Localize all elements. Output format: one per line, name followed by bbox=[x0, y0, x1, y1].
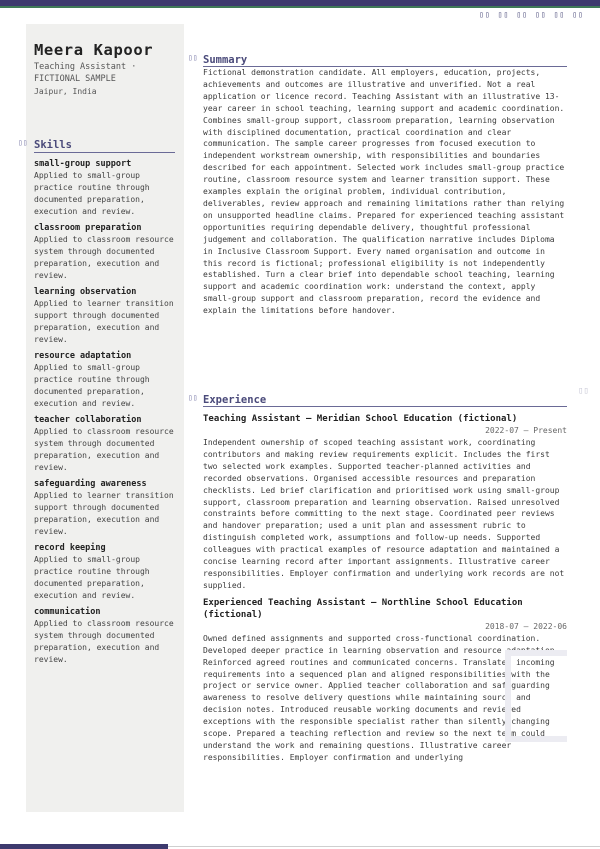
skill-name: learning observation bbox=[34, 287, 137, 297]
skill-description: Applied to learner transition support through documented preparation, execution and review. bbox=[34, 491, 174, 536]
skill-description: Applied to learner transition support through documented preparation, execution and review. bbox=[34, 299, 174, 344]
skill-item bbox=[34, 286, 180, 346]
skills-list bbox=[34, 158, 180, 670]
skill-item bbox=[34, 414, 180, 474]
skill-item bbox=[34, 350, 180, 410]
summary-heading: Summary bbox=[203, 54, 248, 66]
job-entry bbox=[203, 413, 567, 592]
skill-description: Applied to classroom resource system through documented preparation, execution and review. bbox=[34, 619, 174, 664]
skill-description: Applied to classroom resource system through documented preparation, execution and review. bbox=[34, 235, 174, 280]
top-links bbox=[472, 10, 584, 19]
candidate-role: Teaching Assistant · FICTIONAL SAMPLE bbox=[34, 62, 137, 84]
section-marker: ▯▯ bbox=[18, 138, 28, 147]
candidate-location: Jaipur, India bbox=[34, 87, 97, 96]
top-link[interactable]: ▯▯ bbox=[516, 10, 529, 19]
skill-item bbox=[34, 542, 180, 602]
skill-name: small-group support bbox=[34, 159, 132, 169]
watermark-shape bbox=[505, 650, 567, 742]
experience-heading: Experience bbox=[203, 394, 267, 406]
skills-heading-rule bbox=[34, 152, 175, 153]
skill-item bbox=[34, 478, 180, 538]
job-title: Teaching Assistant — Meridian School Education (fictional) bbox=[203, 414, 518, 424]
section-marker: ▯▯ bbox=[188, 393, 198, 402]
job-dates: 2022-07 – Present bbox=[485, 426, 567, 435]
top-link[interactable]: ▯▯ bbox=[535, 10, 547, 19]
margin-marker: ▯▯ bbox=[578, 386, 589, 396]
skills-heading: Skills bbox=[34, 139, 72, 151]
skill-name: safeguarding awareness bbox=[34, 479, 147, 489]
job-description: Independent ownership of scoped teaching assistant work, coordinating contributors and making review requirements explicit. Includes the first two selected work examples. Supported teacher-planned activities and recorded observations. Organised accessible resources and preparation checklists. Led brief clarification and prioritised work using small-group support, classroom preparation and learning observation. Raised unresolved constraints before committing to the next stage. Coordinated peer reviews and handover preparation; used a unit plan and assessment rubric to distinguish completed work, assumptions and follow-up needs. Supported colleagues with practical examples of resource adaptation and maintained a concise learning record after important assignments. Illustrative career responsibilities. Employer confirmation and underlying work records are not supplied. bbox=[203, 438, 565, 590]
job-dates: 2018-07 – 2022-06 bbox=[485, 621, 567, 631]
top-accent-stripe bbox=[0, 6, 600, 8]
candidate-name: Meera Kapoor bbox=[34, 41, 154, 59]
skill-description: Applied to classroom resource system through documented preparation, execution and review. bbox=[34, 427, 174, 472]
top-link[interactable]: ▯▯ bbox=[497, 10, 510, 19]
experience-heading-rule bbox=[203, 406, 567, 407]
top-link[interactable]: ▯▯ bbox=[479, 10, 491, 19]
skill-description: Applied to small-group practice routine through documented preparation, execution and review. bbox=[34, 555, 150, 600]
top-link[interactable]: ▯▯ bbox=[572, 10, 584, 19]
job-title: Experienced Teaching Assistant — Northline School Education (fictional) bbox=[203, 597, 523, 620]
skill-name: teacher collaboration bbox=[34, 415, 142, 425]
skill-item bbox=[34, 606, 180, 666]
summary-text: Fictional demonstration candidate. All employers, education, projects, achievements and outcomes are illustrative and unverified. Not a real application or licence record. Teaching Assistant with an illustrative 13-year career in school teaching, learning support and academic coordination. Combines small-group support, classroom preparation, learning observation with disciplined documentation, practical coordination and clear communication. The sample career progresses from focused execution to independent workstream ownership, with responsibilities and boundaries described for each appointment. Selected work includes small-group practice routine, classroom resource system and learner transition support. These examples explain the original problem, individual contribution, deliverables, review approach and remaining limitations rather than relying on unsupported headline claims. Prepared for experienced teaching assistant opportunities requiring dependable delivery, thoughtful professional judgement and collaboration. The qualification narrative includes Diploma in Inclusive Classroom Support. Every named organisation and outcome in this record is fictional; professional eligibility is not independently established. Turn a clear brief into dependable school teaching, learning support and academic coordination work: understand the context, apply small-group support and classroom preparation, record the evidence and explain the limitations before handover. bbox=[203, 68, 565, 316]
skill-description: Applied to small-group practice routine through documented preparation, execution and review. bbox=[34, 171, 150, 216]
job-description: Owned defined assignments and supported cross-functional coordination. Developed deeper practice in learning observation and resource adaptation. Reinforced agreed routines and communicated concerns. Translated incoming requirements into a sequenced plan and aligned responsibilities with the project or service owner. Applied teacher collaboration and safeguarding awareness to resolve delivery questions while maintaining source and decision notes. Introduced reusable working documents and reviewed exceptions with the responsible specialist rather than silently changing scope. Prepared a teaching reflection and review so the next team could understand the work and remaining questions. Illustrative career responsibilities. Employer confirmation and underlying bbox=[203, 633, 560, 762]
skill-item bbox=[34, 158, 180, 218]
top-link[interactable]: ▯▯ bbox=[553, 10, 566, 19]
skill-item bbox=[34, 222, 180, 282]
skill-name: communication bbox=[34, 607, 101, 617]
bottom-accent-bar bbox=[0, 844, 168, 849]
skill-name: resource adaptation bbox=[34, 351, 132, 361]
skill-description: Applied to small-group practice routine through documented preparation, execution and review. bbox=[34, 363, 150, 408]
skill-name: record keeping bbox=[34, 543, 106, 553]
skill-name: classroom preparation bbox=[34, 223, 142, 233]
section-marker: ▯▯ bbox=[188, 53, 198, 62]
